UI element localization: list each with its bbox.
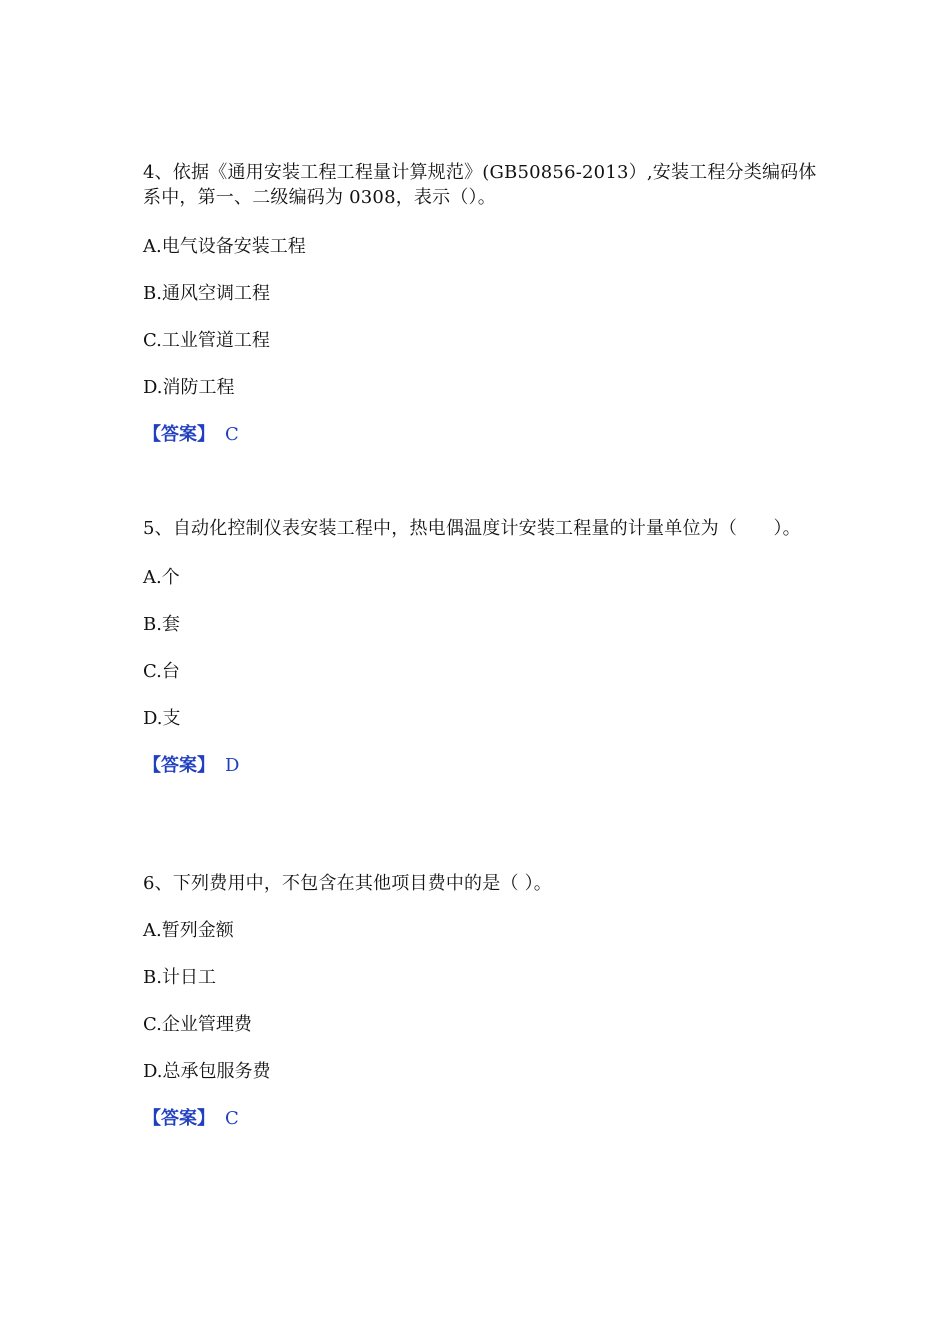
- answer-line: [143, 1106, 823, 1131]
- option-d: D.消防工程: [143, 377, 235, 398]
- answer-value: C: [225, 424, 239, 445]
- question-6: [143, 871, 823, 1131]
- answer-label: 【答案】: [143, 1108, 215, 1129]
- answer-line: [143, 753, 823, 778]
- question-5: [143, 516, 823, 778]
- option-d: D.支: [143, 708, 181, 729]
- option-b: B.通风空调工程: [143, 283, 270, 304]
- option-a: A.暂列金额: [143, 920, 234, 941]
- answer-label: 【答案】: [143, 424, 215, 445]
- option-a: A.个: [143, 567, 180, 588]
- answer-value: D: [225, 755, 240, 776]
- option-list: [143, 918, 823, 1084]
- option-b: B.套: [143, 614, 180, 635]
- question-stem: 4、依据《通用安装工程工程量计算规范》(GB50856-2013）,安装工程分类编码体系中，第一、二级编码为 0308，表示（）。: [143, 162, 817, 208]
- option-b: B.计日工: [143, 967, 216, 988]
- option-list: [143, 234, 823, 400]
- question-stem: 5、自动化控制仪表安装工程中，热电偶温度计安装工程量的计量单位为（ ）。: [143, 518, 801, 539]
- option-c: C.台: [143, 661, 180, 682]
- option-c: C.企业管理费: [143, 1014, 252, 1035]
- option-c: C.工业管道工程: [143, 330, 270, 351]
- answer-label: 【答案】: [143, 755, 215, 776]
- option-a: A.电气设备安装工程: [143, 236, 306, 257]
- option-d: D.总承包服务费: [143, 1061, 271, 1082]
- option-list: [143, 565, 823, 731]
- answer-value: C: [225, 1108, 239, 1129]
- question-stem: 6、下列费用中，不包含在其他项目费中的是（ ）。: [143, 873, 552, 894]
- question-4: [143, 160, 823, 447]
- answer-line: [143, 422, 823, 447]
